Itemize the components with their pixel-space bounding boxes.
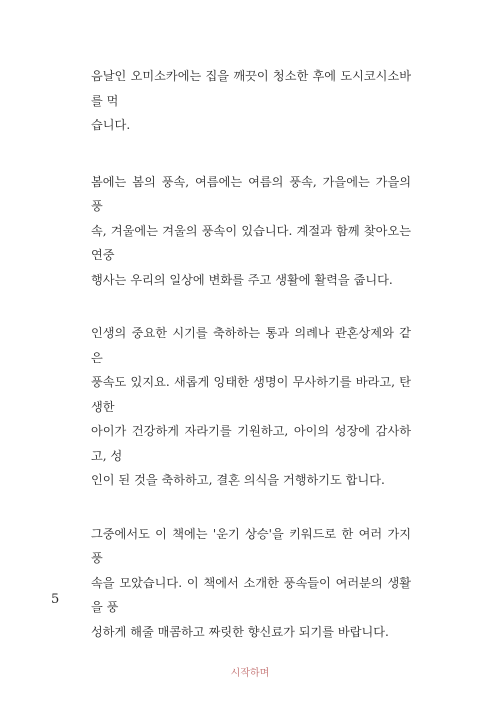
paragraph-1: 음날인 오미소카에는 집을 깨끗이 청소한 후에 도시코시소바를 먹 습니다. xyxy=(91,69,411,132)
paragraph-4: 그중에서도 이 책에는 '운기 상승'을 키워드로 한 여러 가지 풍 속을 모았습니다. 이 책에서 소개한 풍속들이 여러분의 생활을 풍 성하게 해줄 매콤하고 짜릿한 향신료가 되기를 바랍니다. xyxy=(91,526,411,639)
body-text xyxy=(91,64,411,673)
section-footer: 시작하며 xyxy=(230,668,270,679)
page-number: 5 xyxy=(51,592,60,607)
paragraph-2: 봄에는 봄의 풍속, 여름에는 여름의 풍속, 가을에는 가을의 풍 속, 겨울에는 겨울의 풍속이 있습니다. 계절과 함께 찾아오는 연중 행사는 우리의 일상에 변화를 주고 생활에 활력을 줍니다. xyxy=(91,174,411,287)
paragraph-3: 인생의 중요한 시기를 축하하는 통과 의례나 관혼상제와 같은 풍속도 있지요. 새롭게 잉태한 생명이 무사하기를 바라고, 탄생한 아이가 건강하게 자라기를 기원하고, 아이의 성장에 감사하고, 성 인이 된 것을 축하하고, 결혼 의식을 거행하기도 합니다. xyxy=(91,326,411,487)
